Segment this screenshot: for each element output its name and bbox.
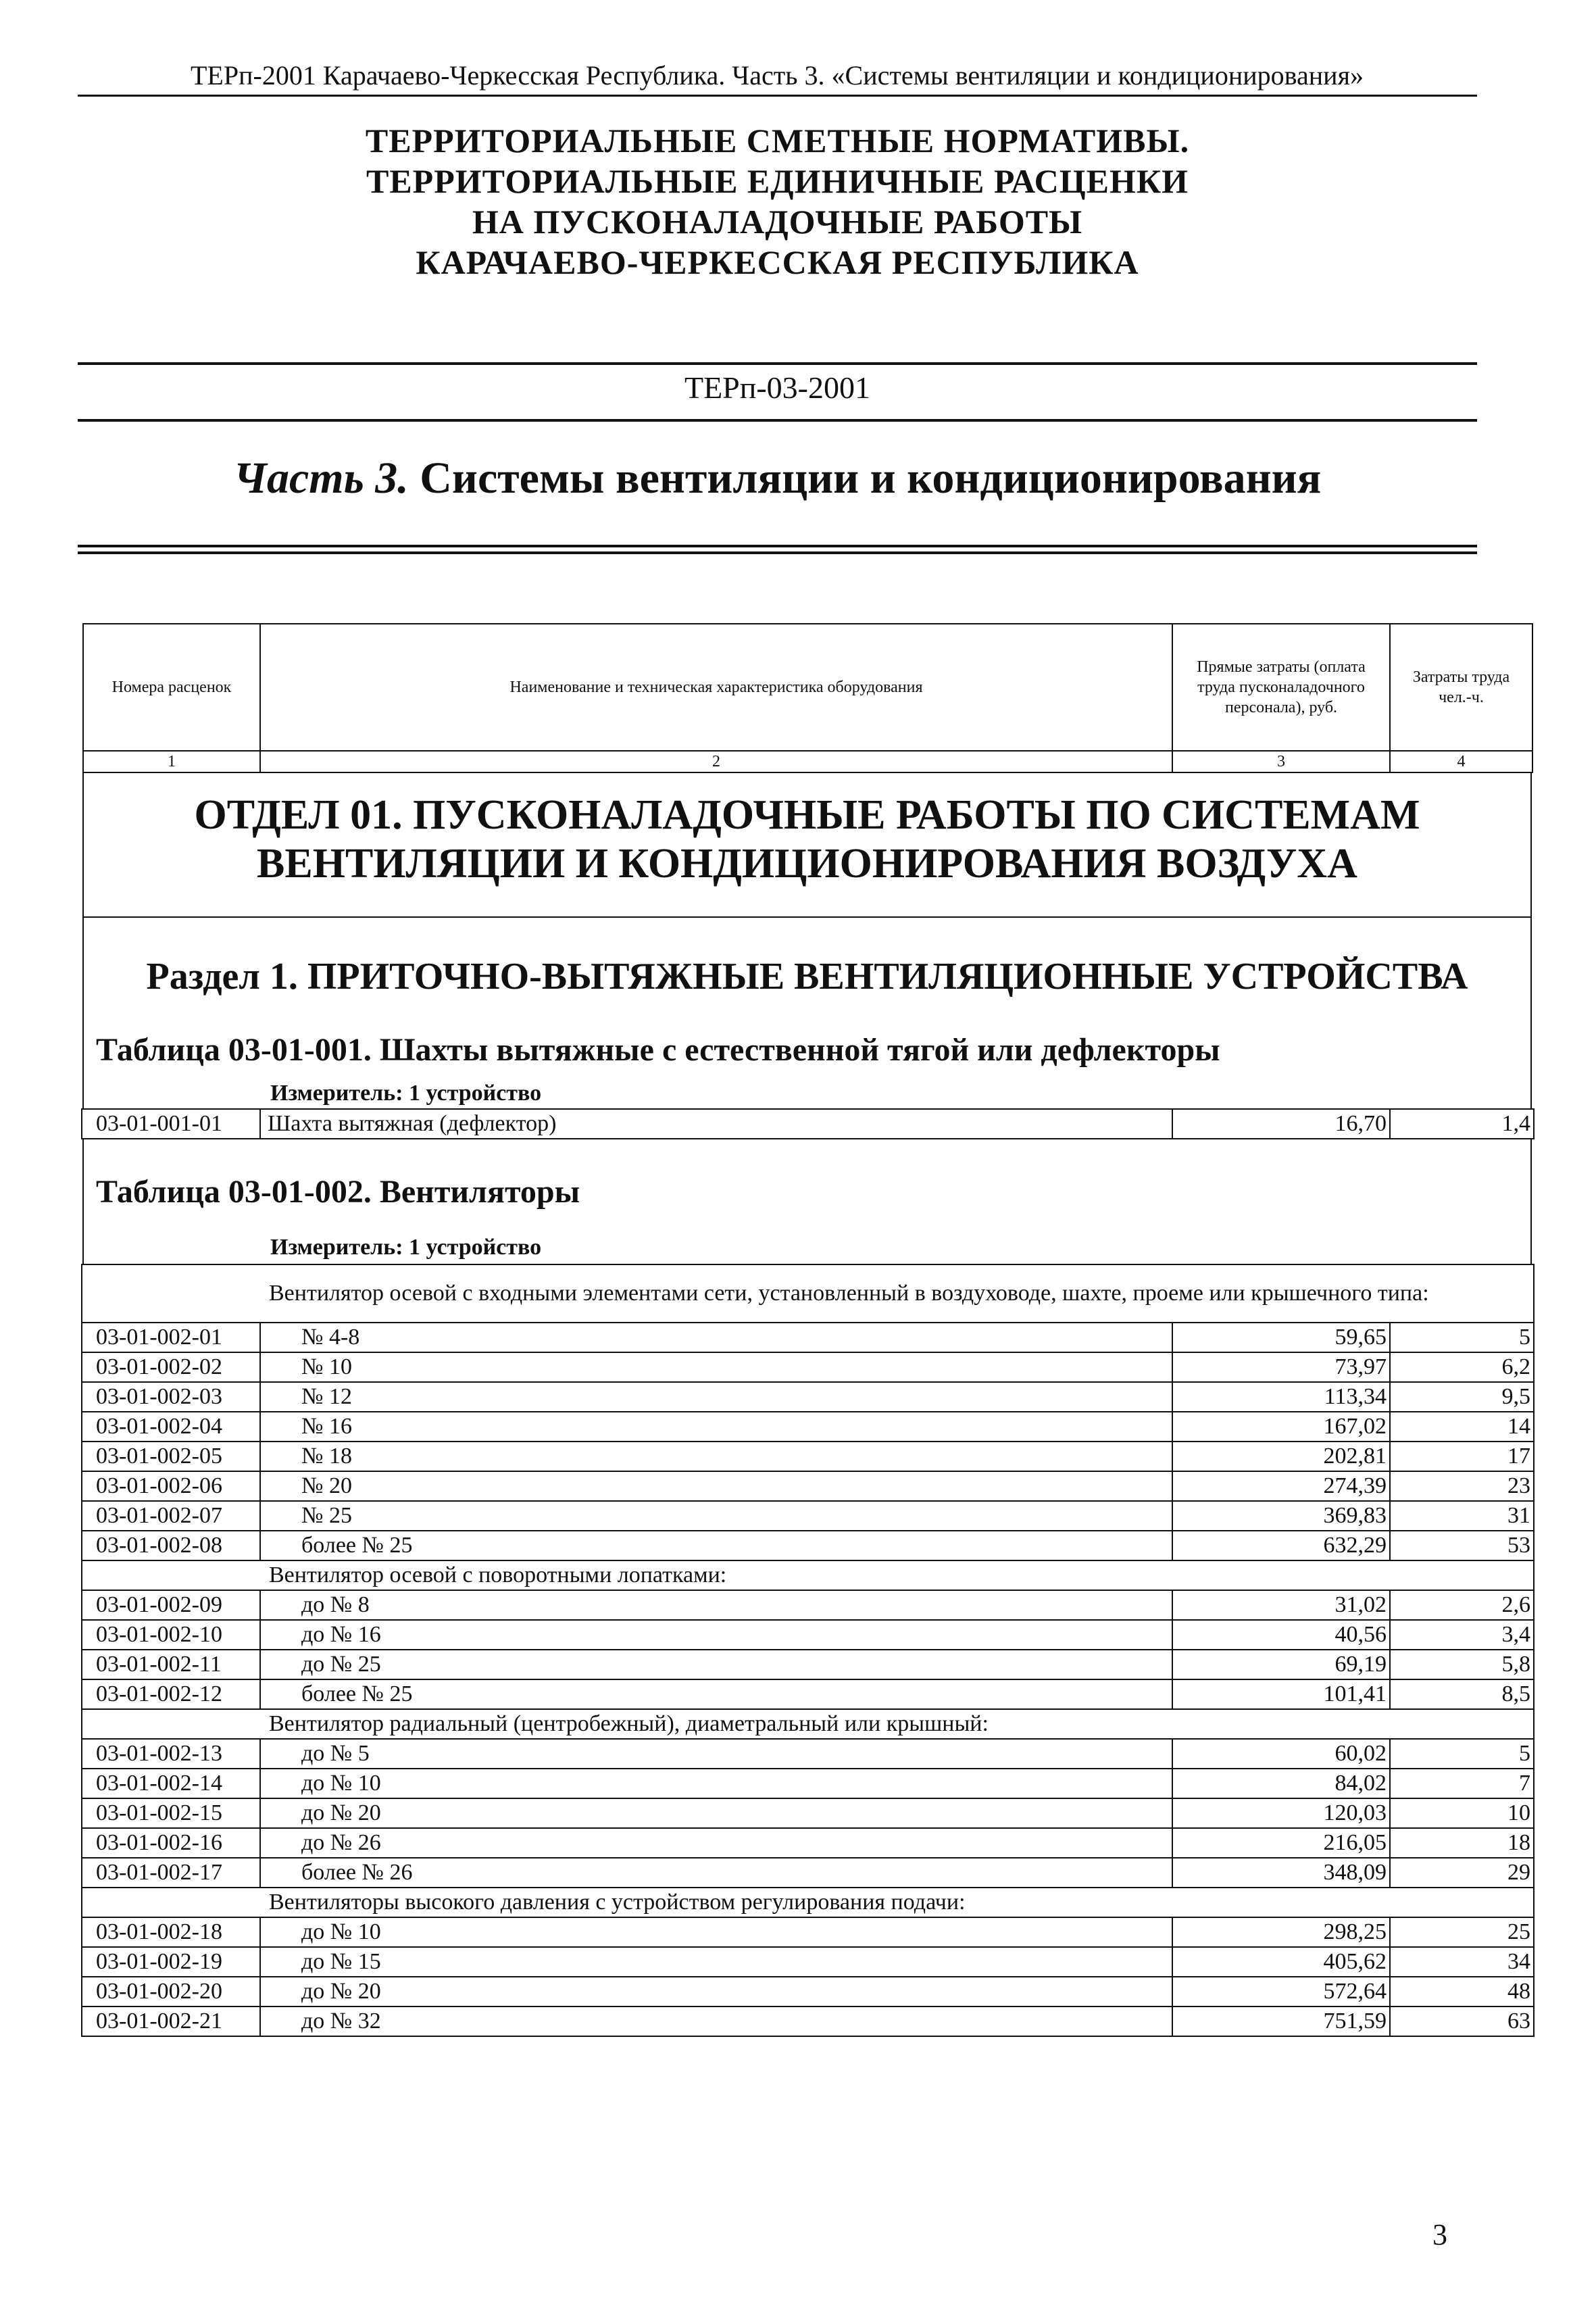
rate-cost: 69,19	[1172, 1650, 1390, 1679]
rate-cost: 632,29	[1172, 1531, 1390, 1560]
rate-cost: 73,97	[1172, 1352, 1390, 1382]
table-row	[82, 1442, 1534, 1471]
table-row	[82, 1412, 1534, 1442]
rate-labor: 3,4	[1390, 1620, 1534, 1650]
rate-cost: 101,41	[1172, 1679, 1390, 1709]
rate-cost: 113,34	[1172, 1382, 1390, 1412]
rate-cost: 31,02	[1172, 1590, 1390, 1620]
table-row	[82, 1679, 1534, 1709]
rate-code: 03-01-002-10	[82, 1620, 260, 1650]
table-row	[82, 1858, 1534, 1888]
rate-labor: 53	[1390, 1531, 1534, 1560]
table-1-rows	[81, 1108, 1535, 1139]
column-number: 2	[260, 751, 1172, 772]
rate-code: 03-01-002-16	[82, 1828, 260, 1858]
rate-cost: 40,56	[1172, 1620, 1390, 1650]
rate-labor: 8,5	[1390, 1679, 1534, 1709]
rate-name: до № 20	[260, 1977, 1172, 2007]
table-2-title: Таблица 03-01-002. Вентиляторы	[96, 1174, 580, 1210]
rate-labor: 9,5	[1390, 1382, 1534, 1412]
rate-name: № 10	[260, 1352, 1172, 1382]
rate-labor: 10	[1390, 1798, 1534, 1828]
rate-labor: 23	[1390, 1471, 1534, 1501]
rate-cost: 120,03	[1172, 1798, 1390, 1828]
rate-cost: 202,81	[1172, 1442, 1390, 1471]
rate-labor: 31	[1390, 1501, 1534, 1531]
divider-rule	[78, 545, 1477, 547]
rate-name: до № 5	[260, 1739, 1172, 1769]
rate-cost: 298,25	[1172, 1917, 1390, 1947]
divider-rule	[78, 419, 1477, 422]
rate-cost: 167,02	[1172, 1412, 1390, 1442]
divider-rule	[78, 362, 1477, 365]
rate-labor: 25	[1390, 1917, 1534, 1947]
rate-name: до № 16	[260, 1620, 1172, 1650]
rate-code: 03-01-002-07	[82, 1501, 260, 1531]
rate-code: 03-01-002-18	[82, 1917, 260, 1947]
table-row	[82, 1590, 1534, 1620]
rate-labor: 1,4	[1390, 1109, 1534, 1139]
rate-code: 03-01-002-09	[82, 1590, 260, 1620]
rate-code: 03-01-002-21	[82, 2007, 260, 2036]
table-row	[82, 1620, 1534, 1650]
rate-cost: 572,64	[1172, 1977, 1390, 2007]
rate-labor: 5,8	[1390, 1650, 1534, 1679]
rate-code: 03-01-002-12	[82, 1679, 260, 1709]
rate-name: № 12	[260, 1382, 1172, 1412]
rates-table-frame	[82, 623, 1532, 2121]
column-header-labor: Затраты труда чел.-ч.	[1390, 624, 1532, 751]
rate-cost: 216,05	[1172, 1828, 1390, 1858]
header-rule	[78, 95, 1477, 97]
running-header: ТЕРп-2001 Карачаево-Черкесская Республика. Часть 3. «Системы вентиляции и кондиционирования»	[191, 60, 1364, 91]
rate-code: 03-01-002-19	[82, 1947, 260, 1977]
rate-code: 03-01-002-15	[82, 1798, 260, 1828]
table-row	[82, 1947, 1534, 1977]
rate-name: № 18	[260, 1442, 1172, 1471]
rate-name: до № 26	[260, 1828, 1172, 1858]
column-number: 4	[1390, 751, 1532, 772]
table-row	[82, 1471, 1534, 1501]
table-row	[82, 1828, 1534, 1858]
rate-labor: 34	[1390, 1947, 1534, 1977]
rate-name: до № 8	[260, 1590, 1172, 1620]
rate-labor: 18	[1390, 1828, 1534, 1858]
table-row	[82, 1650, 1534, 1679]
rate-labor: 63	[1390, 2007, 1534, 2036]
title-line-2: ТЕРРИТОРИАЛЬНЫЕ ЕДИНИЧНЫЕ РАСЦЕНКИ	[366, 162, 1189, 200]
group-row	[82, 1888, 1534, 1917]
rate-code: 03-01-002-17	[82, 1858, 260, 1888]
table-1-title: Таблица 03-01-001. Шахты вытяжные с естественной тягой или дефлекторы	[96, 1032, 1220, 1068]
group-row	[82, 1264, 1534, 1323]
rate-cost: 369,83	[1172, 1501, 1390, 1531]
rate-code: 03-01-002-02	[82, 1352, 260, 1382]
group-label: Вентилятор осевой с поворотными лопатками:	[82, 1560, 1534, 1590]
rate-labor: 5	[1390, 1739, 1534, 1769]
rate-name: более № 26	[260, 1858, 1172, 1888]
rate-code: 03-01-002-08	[82, 1531, 260, 1560]
table-1-meter: Измеритель: 1 устройство	[270, 1081, 542, 1106]
rate-name: до № 15	[260, 1947, 1172, 1977]
table-2-heading-block	[82, 1139, 1532, 1264]
rate-cost: 59,65	[1172, 1323, 1390, 1352]
table-2-rows	[81, 1264, 1535, 2037]
page-number: 3	[1432, 2218, 1447, 2251]
group-row	[82, 1709, 1534, 1739]
group-label: Вентилятор осевой с входными элементами сети, установленный в воздуховоде, шахте, проеме или крышечного типа:	[82, 1264, 1534, 1323]
table-row	[82, 1382, 1534, 1412]
rate-name: до № 10	[260, 1917, 1172, 1947]
rate-labor: 6,2	[1390, 1352, 1534, 1382]
rate-code: 03-01-002-04	[82, 1412, 260, 1442]
group-label: Вентиляторы высокого давления с устройством регулирования подачи:	[82, 1888, 1534, 1917]
column-header-name: Наименование и техническая характеристика оборудования	[260, 624, 1172, 751]
rate-labor: 7	[1390, 1769, 1534, 1798]
table-row	[82, 1352, 1534, 1382]
document-code: ТЕРп-03-2001	[684, 370, 871, 405]
rate-name: № 16	[260, 1412, 1172, 1442]
rate-labor: 29	[1390, 1858, 1534, 1888]
rate-cost: 84,02	[1172, 1769, 1390, 1798]
document-title	[78, 120, 1477, 282]
rate-labor: 14	[1390, 1412, 1534, 1442]
rate-code: 03-01-002-14	[82, 1769, 260, 1798]
department-heading: ОТДЕЛ 01. ПУСКОНАЛАДОЧНЫЕ РАБОТЫ ПО СИСТЕМАМ ВЕНТИЛЯЦИИ И КОНДИЦИОНИРОВАНИЯ ВОЗДУХА	[82, 773, 1532, 918]
rate-cost: 348,09	[1172, 1858, 1390, 1888]
column-number: 1	[83, 751, 260, 772]
column-header-cost: Прямые затраты (оплата труда пусконаладочного персонала), руб.	[1172, 624, 1390, 751]
rate-labor: 2,6	[1390, 1590, 1534, 1620]
part-lead: Часть 3.	[233, 453, 409, 503]
rate-code: 03-01-002-01	[82, 1323, 260, 1352]
rate-code: 03-01-002-06	[82, 1471, 260, 1501]
part-title	[78, 451, 1477, 506]
section-heading: Раздел 1. ПРИТОЧНО-ВЫТЯЖНЫЕ ВЕНТИЛЯЦИОННЫЕ УСТРОЙСТВА	[146, 956, 1468, 998]
rate-name: до № 20	[260, 1798, 1172, 1828]
group-row	[82, 1560, 1534, 1590]
rate-labor: 48	[1390, 1977, 1534, 2007]
table-row	[82, 1769, 1534, 1798]
table-row	[82, 2007, 1534, 2036]
column-number: 3	[1172, 751, 1390, 772]
rate-name: № 20	[260, 1471, 1172, 1501]
rate-name: № 4-8	[260, 1323, 1172, 1352]
rate-name: до № 25	[260, 1650, 1172, 1679]
rate-code: 03-01-002-20	[82, 1977, 260, 2007]
table-row	[82, 1531, 1534, 1560]
rate-code: 03-01-002-03	[82, 1382, 260, 1412]
rate-cost: 405,62	[1172, 1947, 1390, 1977]
rate-name: Шахта вытяжная (дефлектор)	[260, 1109, 1172, 1139]
rate-code: 03-01-001-01	[82, 1109, 260, 1139]
divider-rule	[78, 551, 1477, 554]
table-row	[82, 1977, 1534, 2007]
table-row	[82, 1917, 1534, 1947]
table-row	[82, 1109, 1534, 1139]
table-row	[82, 1323, 1534, 1352]
title-line-3: НА ПУСКОНАЛАДОЧНЫЕ РАБОТЫ	[472, 203, 1083, 241]
rate-code: 03-01-002-13	[82, 1739, 260, 1769]
table-row	[82, 1739, 1534, 1769]
section-block	[82, 918, 1532, 1108]
rate-cost: 274,39	[1172, 1471, 1390, 1501]
column-header-table	[82, 623, 1533, 773]
table-row	[82, 1501, 1534, 1531]
rate-cost: 751,59	[1172, 2007, 1390, 2036]
rate-name: более № 25	[260, 1531, 1172, 1560]
rate-name: до № 10	[260, 1769, 1172, 1798]
column-header-codes: Номера расценок	[83, 624, 260, 751]
rate-code: 03-01-002-05	[82, 1442, 260, 1471]
rate-name: до № 32	[260, 2007, 1172, 2036]
title-line-4: КАРАЧАЕВО-ЧЕРКЕССКАЯ РЕСПУБЛИКА	[416, 243, 1139, 281]
table-2-meter: Измеритель: 1 устройство	[270, 1235, 542, 1260]
table-row	[82, 1798, 1534, 1828]
rate-code: 03-01-002-11	[82, 1650, 260, 1679]
rate-name: № 25	[260, 1501, 1172, 1531]
group-label: Вентилятор радиальный (центробежный), диаметральный или крышный:	[82, 1709, 1534, 1739]
rate-labor: 17	[1390, 1442, 1534, 1471]
rate-name: более № 25	[260, 1679, 1172, 1709]
rate-cost: 16,70	[1172, 1109, 1390, 1139]
rate-cost: 60,02	[1172, 1739, 1390, 1769]
rate-labor: 5	[1390, 1323, 1534, 1352]
part-name: Системы вентиляции и кондиционирования	[420, 453, 1322, 503]
title-line-1: ТЕРРИТОРИАЛЬНЫЕ СМЕТНЫЕ НОРМАТИВЫ.	[365, 122, 1190, 159]
